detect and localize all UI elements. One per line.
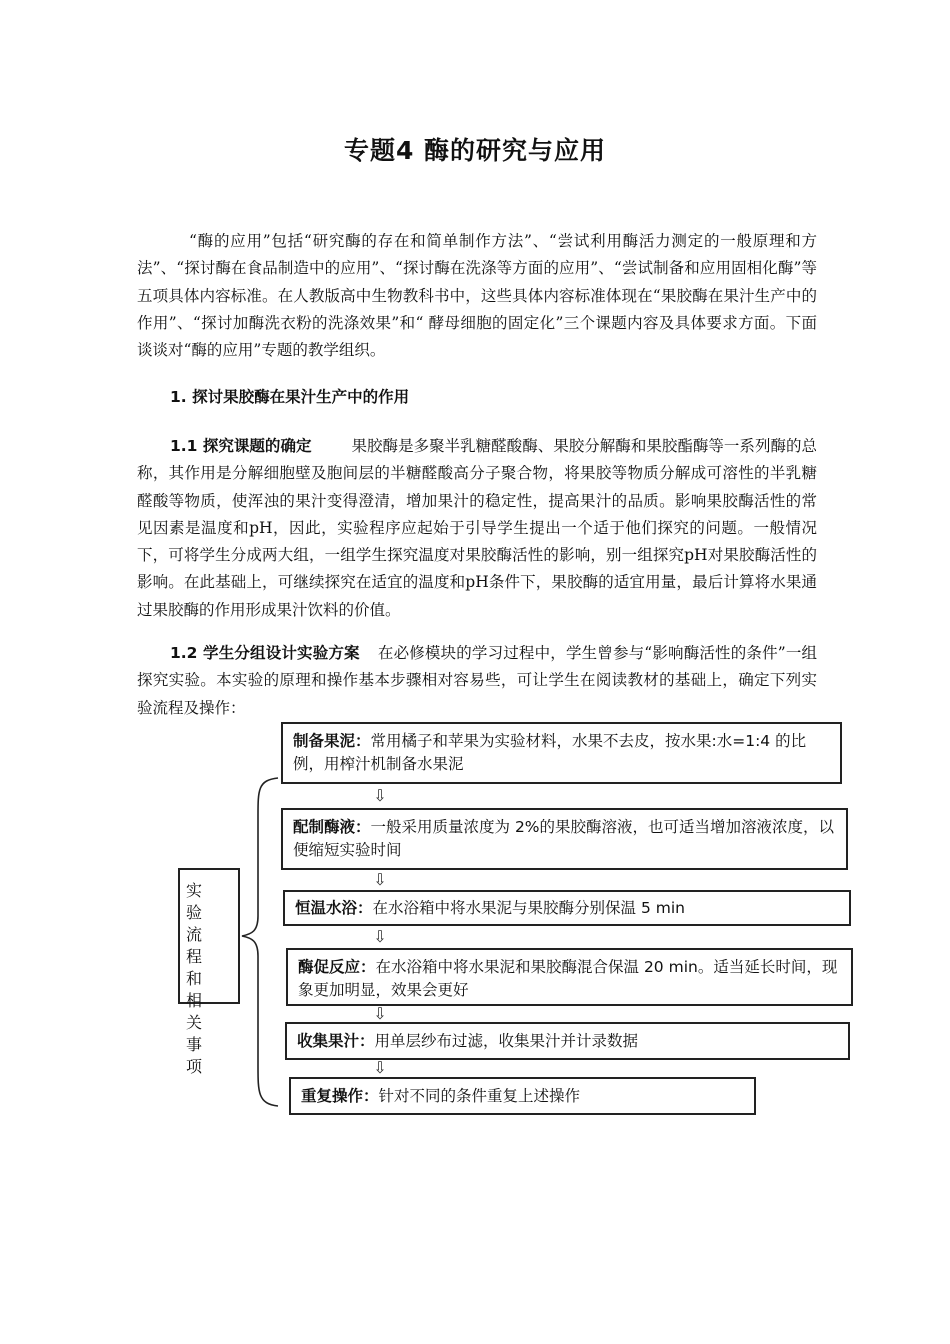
flow-step-1 [281,722,842,784]
side-label-line: 实 验 [186,881,207,922]
step-text: 在水浴箱中将水果泥与果胶酶分别保温 5 min [372,899,685,917]
section-1-2-heading: 1.2 学生分组设计实验方案 [170,644,360,662]
flow-brace [238,776,284,1108]
flow-step-6 [289,1077,756,1115]
step-label: 恒温水浴： [295,899,373,917]
side-label-line: 和 相 [186,969,207,1010]
side-label-line: 项 [186,1057,207,1076]
flow-step-4 [286,948,853,1006]
down-arrow-icon: ⇩ [373,786,387,805]
down-arrow-icon: ⇩ [373,1058,387,1077]
step-text: 在水浴箱中将水果泥和果胶酶混合保温 20 min。适当延长时间，现象更加明显，效果会更好 [298,958,838,999]
flow-side-label [178,868,240,1076]
step-label: 制备果泥： [293,732,371,750]
flow-step-5 [285,1022,850,1060]
side-label-line: 流 程 [186,925,207,966]
step-text: 一般采用质量浓度为 2%的果胶酶溶液，也可适当增加溶液浓度，以便缩短实验时间 [293,818,835,859]
down-arrow-icon: ⇩ [373,927,387,946]
down-arrow-icon: ⇩ [373,870,387,889]
step-label: 收集果汁： [297,1032,375,1050]
flow-step-3 [283,890,851,926]
section-1-heading: 1. 探讨果胶酶在果汁生产中的作用 [170,388,410,406]
flow-step-2 [281,808,848,870]
section-1-1-paragraph [137,433,817,624]
page-title: 专题4 酶的研究与应用 [343,136,607,165]
section-1-2-paragraph [137,640,817,722]
section-1-1-heading: 1.1 探究课题的确定 [170,437,312,455]
step-text: 常用橘子和苹果为实验材料，水果不去皮，按水果:水=1:4 的比例，用榨汁机制备水果泥 [293,732,807,773]
down-arrow-icon: ⇩ [373,1004,387,1023]
step-label: 重复操作： [301,1087,379,1105]
step-label: 配制酶液： [293,818,371,836]
section-1-2-text: 在必修模块的学习过程中，学生曾参与“影响酶活性的条件”一组探究实验。本实验的原理和操作基本步骤相对容易些，可让学生在阅读教材的基础上，确定下列实验流程及操作： [137,644,818,717]
intro-paragraph: “酶的应用”包括“研究酶的存在和简单制作方法”、“尝试利用酶活力测定的一般原理和方法”、“探讨酶在食品制造中的应用”、“探讨酶在洗涤等方面的应用”、“尝试制备和应用固相化酶”等五项具体内容标准。在人教版高中生物教科书中，这些具体内容标准体现在“果胶酶在果汁生产中的作用”、“探讨加酶洗衣粉的洗涤效果”和“ 酵母细胞的固定化”三个课题内容及具体要求方面。下面谈谈对“酶的应用”专题的教学组织。 [137,232,817,360]
section-1-1-text: 果胶酶是多聚半乳糖醛酸酶、果胶分解酶和果胶酯酶等一系列酶的总称，其作用是分解细胞壁及胞间层的半糖醛酸高分子聚合物，将果胶等物质分解成可溶性的半乳糖醛酸等物质，使浑浊的果汁变得澄清，增加果汁的稳定性，提高果汁的品质。影响果胶酶活性的常见因素是温度和pH，因此，实验程序应起始于引导学生提出一个适于他们探究的问题。一般情况下，可将学生分成两大组，一组学生探究温度对果胶酶活性的影响，别一组探究pH对果胶酶活性的影响。在此基础上，可继续探究在适宜的温度和pH条件下，果胶酶的适宜用量，最后计算将水果通过果胶酶的作用形成果汁饮料的价值。 [137,437,817,619]
side-label-line: 关 事 [186,1013,207,1054]
step-text: 用单层纱布过滤，收集果汁并计录数据 [374,1032,639,1050]
step-label: 酶促反应： [298,958,376,976]
step-text: 针对不同的条件重复上述操作 [378,1087,581,1105]
